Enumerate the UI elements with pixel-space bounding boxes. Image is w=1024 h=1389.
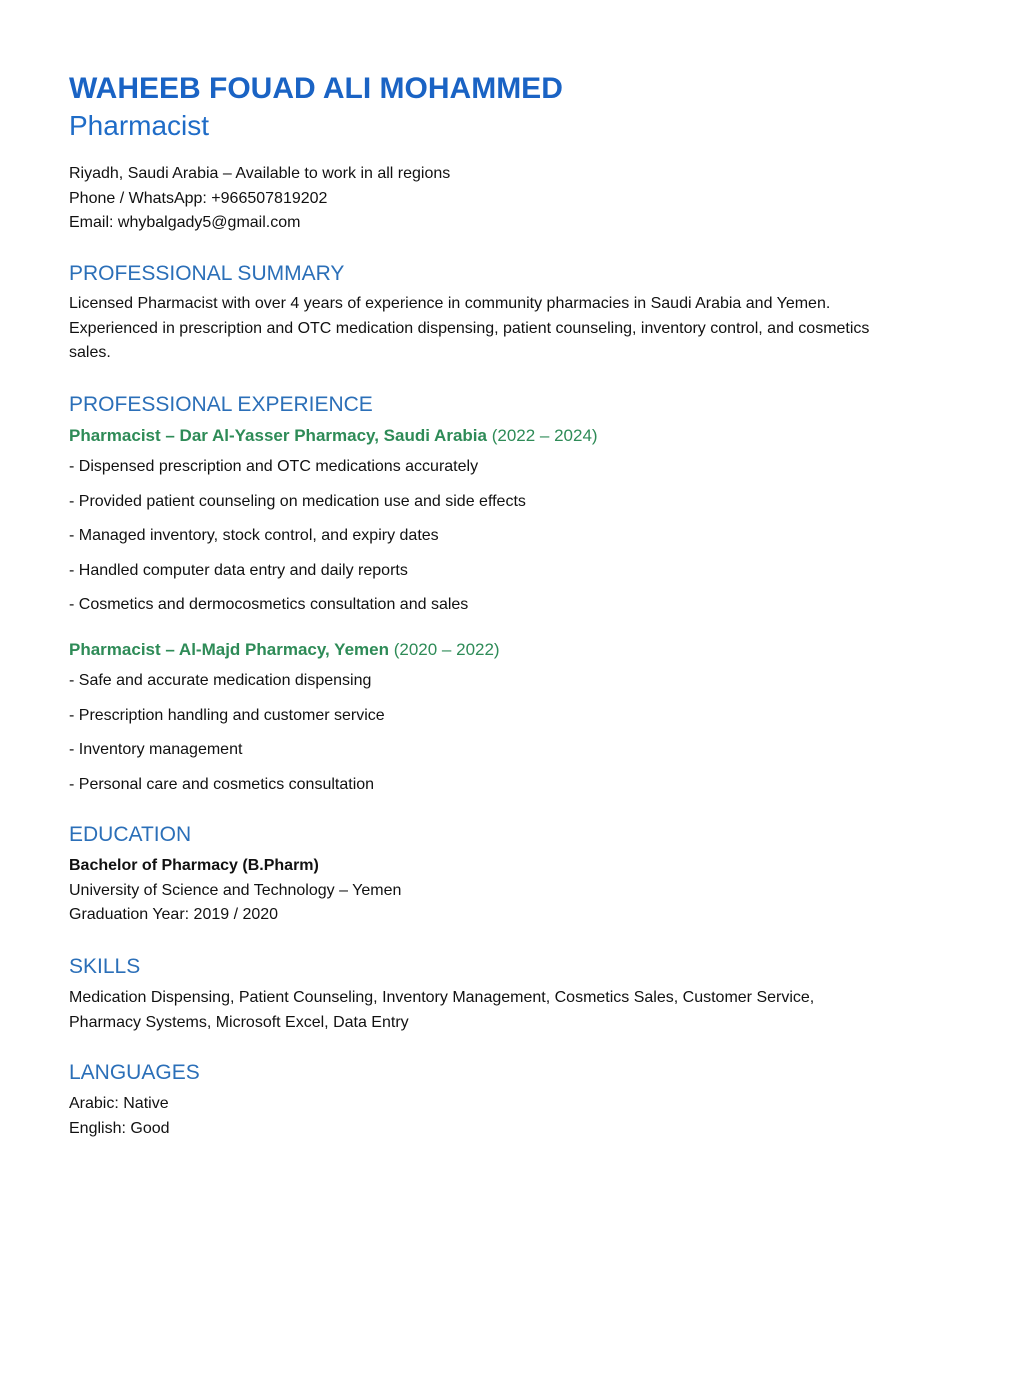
email: Email: whybalgady5@gmail.com — [69, 214, 301, 231]
bullet: - Managed inventory, stock control, and expiry dates — [69, 527, 439, 544]
job-heading — [69, 640, 500, 660]
job-role: Pharmacist – Al-Majd Pharmacy, Yemen — [69, 640, 389, 659]
contact-block — [69, 162, 450, 236]
degree: Bachelor of Pharmacy (B.Pharm) — [69, 857, 319, 874]
job-title: Pharmacist — [69, 110, 210, 141]
bullet: - Personal care and cosmetics consultation — [69, 775, 375, 793]
candidate-name: WAHEEB FOUAD ALI MOHAMMED — [69, 72, 563, 105]
languages-heading: LANGUAGES — [69, 1061, 200, 1084]
bullet: - Safe and accurate medication dispensing — [69, 672, 372, 689]
education-block — [69, 854, 401, 928]
skills-line: Pharmacy Systems, Microsoft Excel, Data Entry — [69, 1013, 409, 1031]
skills-text — [69, 986, 814, 1035]
summary-line: Experienced in prescription and OTC medication dispensing, patient counseling, inventory control, and cosmetics — [69, 319, 870, 337]
job-dates: (2020 – 2022) — [393, 640, 500, 659]
job-bullets — [69, 450, 526, 623]
job-heading — [69, 426, 598, 446]
bullet: - Dispensed prescription and OTC medications accurately — [69, 458, 479, 475]
job-bullets — [69, 664, 385, 802]
school: University of Science and Technology – Yemen — [69, 881, 402, 899]
job-dates: (2022 – 2024) — [491, 426, 598, 445]
experience-heading: PROFESSIONAL EXPERIENCE — [69, 393, 373, 416]
bullet: - Handled computer data entry and daily reports — [69, 561, 408, 579]
graduation-year: Graduation Year: 2019 / 2020 — [69, 906, 279, 923]
phone: Phone / WhatsApp: +966507819202 — [69, 189, 328, 207]
location: Riyadh, Saudi Arabia – Available to work in all regions — [69, 165, 451, 182]
bullet: - Prescription handling and customer service — [69, 706, 385, 724]
bullet: - Inventory management — [69, 741, 243, 758]
skills-line: Medication Dispensing, Patient Counseling, Inventory Management, Cosmetics Sales, Customer Service, — [69, 989, 815, 1006]
languages-list — [69, 1092, 170, 1141]
bullet: - Cosmetics and dermocosmetics consultation and sales — [69, 596, 469, 613]
language-item: English: Good — [69, 1119, 170, 1137]
summary-line: Licensed Pharmacist with over 4 years of experience in community pharmacies in Saudi Arabia and Yemen. — [69, 295, 831, 312]
summary-heading: PROFESSIONAL SUMMARY — [69, 262, 345, 285]
bullet: - Provided patient counseling on medication use and side effects — [69, 492, 526, 510]
summary-text — [69, 292, 869, 366]
language-item: Arabic: Native — [69, 1095, 169, 1112]
education-heading: EDUCATION — [69, 823, 192, 846]
job-role: Pharmacist – Dar Al-Yasser Pharmacy, Saudi Arabia — [69, 426, 487, 445]
summary-line: sales. — [69, 344, 111, 361]
skills-heading: SKILLS — [69, 955, 141, 978]
